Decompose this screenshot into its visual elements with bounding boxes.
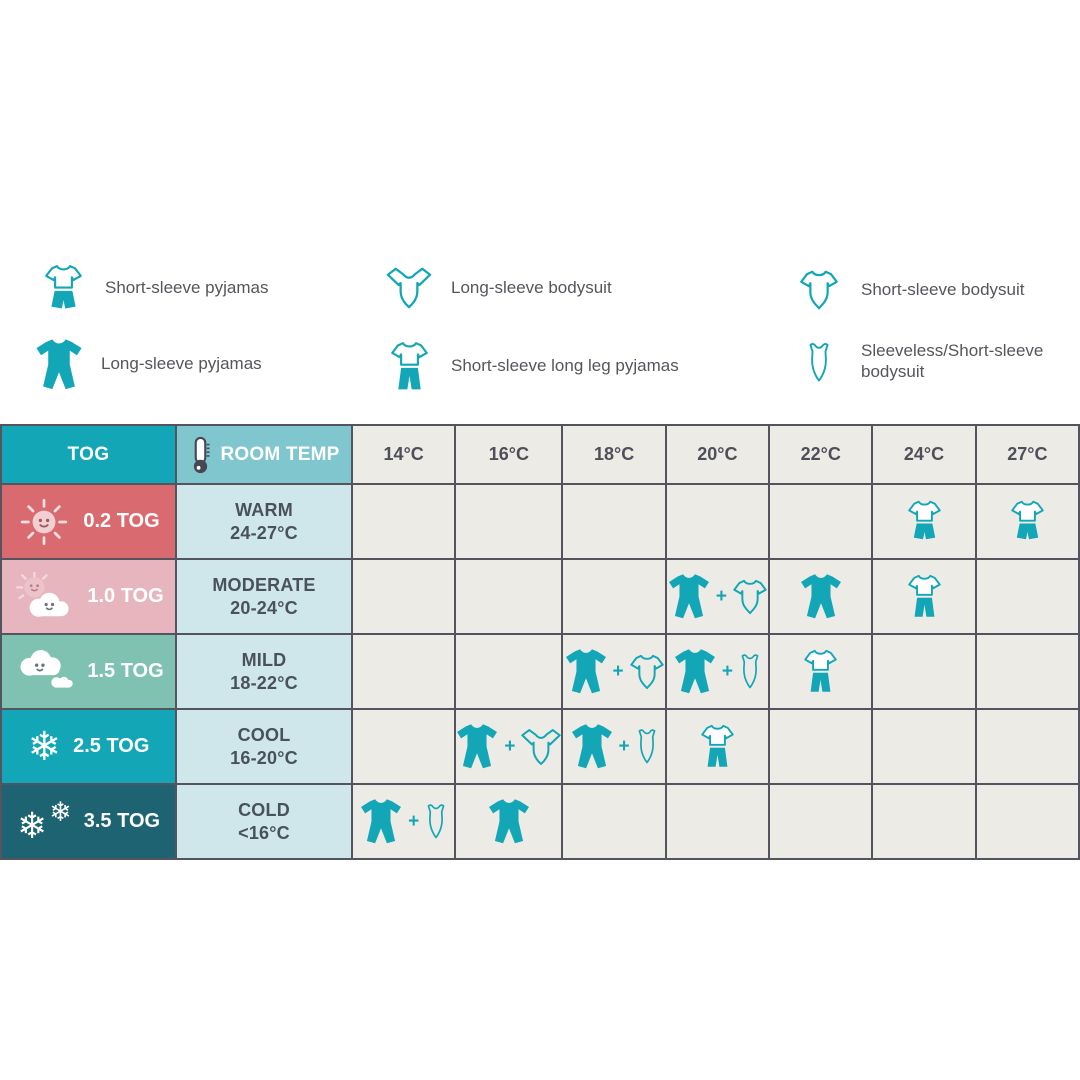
condition-cell bbox=[177, 710, 351, 783]
room-temp-header-label: ROOM TEMP bbox=[220, 443, 340, 465]
outfit-cell bbox=[667, 785, 768, 858]
short-sleeve-bodysuit-icon bbox=[800, 270, 838, 311]
tog-cell bbox=[2, 485, 175, 558]
legend-item-label: Sleeveless/Short-sleeve bodysuit bbox=[861, 341, 1044, 381]
outfit-cell bbox=[977, 635, 1078, 708]
thermometer-icon bbox=[189, 436, 212, 474]
condition-range: 20-24°C bbox=[230, 597, 298, 618]
plus-sign: + bbox=[612, 661, 624, 682]
outfit-cell bbox=[873, 710, 974, 783]
condition-range: 24-27°C bbox=[230, 522, 298, 543]
condition-cell bbox=[177, 560, 351, 633]
outfit-cell bbox=[563, 560, 664, 633]
tog-cell bbox=[2, 785, 175, 858]
temp-header-cell: 14°C bbox=[353, 426, 454, 483]
legend-item bbox=[792, 256, 1024, 324]
condition-label: COLD bbox=[238, 800, 290, 820]
outfit-cell bbox=[353, 485, 454, 558]
long-sleeve-pyjamas-icon bbox=[488, 797, 530, 846]
outfit-cell bbox=[353, 710, 454, 783]
condition-range: 16-20°C bbox=[230, 747, 298, 768]
outfit-cell bbox=[873, 560, 974, 633]
plus-sign: + bbox=[721, 661, 733, 682]
outfit-cell bbox=[456, 485, 561, 558]
legend-item bbox=[382, 254, 612, 322]
outfit-cell bbox=[770, 635, 871, 708]
condition-label: MILD bbox=[241, 650, 287, 670]
plus-sign: + bbox=[504, 736, 516, 757]
outfit-cell bbox=[353, 560, 454, 633]
long-sleeve-pyjamas-icon bbox=[674, 647, 716, 696]
sleeveless-bodysuit-icon bbox=[425, 803, 447, 840]
outfit-cell bbox=[977, 785, 1078, 858]
condition-range: <16°C bbox=[238, 822, 290, 843]
header-cell-tog bbox=[2, 426, 175, 483]
sun-cloud-icon bbox=[13, 571, 75, 623]
outfit-cell bbox=[770, 710, 871, 783]
legend-item bbox=[792, 328, 1080, 396]
outfit-cell bbox=[977, 560, 1078, 633]
snowflake-icon: ❄ bbox=[27, 723, 62, 770]
cloud-icon bbox=[13, 649, 75, 695]
outfit-cell bbox=[770, 560, 871, 633]
long-sleeve-pyjamas-icon bbox=[360, 797, 402, 846]
long-sleeve-pyjamas-icon bbox=[668, 572, 710, 621]
outfit-cell bbox=[770, 785, 871, 858]
long-sleeve-pyjamas-icon bbox=[456, 722, 498, 771]
outfit-cell bbox=[873, 485, 974, 558]
legend-item bbox=[32, 330, 262, 398]
long-sleeve-bodysuit-icon bbox=[521, 727, 561, 767]
temp-header-cell: 24°C bbox=[873, 426, 974, 483]
condition-cell bbox=[177, 635, 351, 708]
temp-header-cell: 22°C bbox=[770, 426, 871, 483]
temp-header-cell: 27°C bbox=[977, 426, 1078, 483]
short-sleeve-long-leg-pyjamas-icon bbox=[701, 724, 734, 769]
tog-label: 0.2 TOG bbox=[83, 510, 160, 532]
outfit-cell bbox=[667, 635, 768, 708]
condition-range: 18-22°C bbox=[230, 672, 298, 693]
sleeveless-bodysuit-icon bbox=[739, 653, 761, 690]
sleeveless-bodysuit-icon bbox=[636, 728, 658, 765]
long-sleeve-pyjamas-icon bbox=[565, 647, 607, 696]
tog-label: 1.5 TOG bbox=[87, 660, 164, 682]
tog-label: 3.5 TOG bbox=[83, 810, 161, 832]
condition-label: MODERATE bbox=[212, 575, 316, 595]
outfit-cell bbox=[456, 710, 561, 783]
double-snowflake-icon: ❄ ❄ bbox=[16, 796, 72, 847]
short-sleeve-bodysuit-icon bbox=[733, 579, 767, 615]
outfit-cell bbox=[456, 560, 561, 633]
outfit-cell bbox=[873, 635, 974, 708]
outfit-cell bbox=[353, 785, 454, 858]
tog-cell bbox=[2, 560, 175, 633]
short-sleeve-pyjamas-icon bbox=[44, 264, 81, 313]
short-sleeve-pyjamas-icon bbox=[1011, 500, 1044, 543]
outfit-cell bbox=[456, 635, 561, 708]
plus-sign: + bbox=[618, 736, 630, 757]
condition-label: COOL bbox=[237, 725, 291, 745]
outfit-cell bbox=[563, 485, 664, 558]
tog-header-label: TOG bbox=[67, 443, 110, 465]
condition-label: WARM bbox=[235, 500, 293, 520]
condition-cell bbox=[177, 485, 351, 558]
legend-item bbox=[382, 332, 679, 400]
outfit-cell bbox=[563, 710, 664, 783]
short-sleeve-long-leg-pyjamas-icon bbox=[908, 574, 941, 619]
temp-header-cell: 16°C bbox=[456, 426, 561, 483]
legend-item bbox=[36, 254, 268, 322]
long-sleeve-pyjamas-icon bbox=[800, 572, 842, 621]
short-sleeve-long-leg-pyjamas-icon bbox=[804, 649, 837, 694]
tog-table bbox=[0, 424, 1080, 860]
legend-item-label: Short-sleeve long leg pyjamas bbox=[451, 355, 679, 375]
tog-cell bbox=[2, 635, 175, 708]
temp-header-cell: 20°C bbox=[667, 426, 768, 483]
outfit-cell bbox=[667, 710, 768, 783]
outfit-cell bbox=[667, 560, 768, 633]
tog-cell bbox=[2, 710, 175, 783]
long-sleeve-bodysuit-icon bbox=[386, 265, 431, 310]
outfit-cell bbox=[977, 710, 1078, 783]
tog-label: 2.5 TOG bbox=[73, 735, 150, 757]
sun-icon bbox=[17, 495, 71, 549]
temp-header-cell: 18°C bbox=[563, 426, 664, 483]
header-cell-room-temp bbox=[177, 426, 351, 483]
outfit-cell bbox=[770, 485, 871, 558]
short-sleeve-bodysuit-icon bbox=[630, 654, 664, 690]
outfit-cell bbox=[563, 785, 664, 858]
outfit-cell bbox=[563, 635, 664, 708]
short-sleeve-long-leg-pyjamas-icon bbox=[390, 341, 427, 392]
legend-item-label: Long-sleeve pyjamas bbox=[101, 353, 262, 373]
outfit-cell bbox=[667, 485, 768, 558]
legend-item-label: Short-sleeve pyjamas bbox=[105, 277, 269, 297]
outfit-cell bbox=[977, 485, 1078, 558]
plus-sign: + bbox=[715, 586, 727, 607]
legend bbox=[0, 252, 1080, 420]
tog-label: 1.0 TOG bbox=[87, 585, 164, 607]
outfit-cell bbox=[873, 785, 974, 858]
legend-item-label: Long-sleeve bodysuit bbox=[451, 277, 612, 297]
plus-sign: + bbox=[408, 811, 420, 832]
outfit-cell bbox=[353, 635, 454, 708]
long-sleeve-pyjamas-icon bbox=[35, 336, 82, 391]
short-sleeve-pyjamas-icon bbox=[908, 500, 941, 543]
outfit-cell bbox=[456, 785, 561, 858]
legend-item-label: Short-sleeve bodysuit bbox=[861, 279, 1025, 299]
sleeveless-bodysuit-icon bbox=[807, 341, 832, 383]
long-sleeve-pyjamas-icon bbox=[571, 722, 613, 771]
condition-cell bbox=[177, 785, 351, 858]
